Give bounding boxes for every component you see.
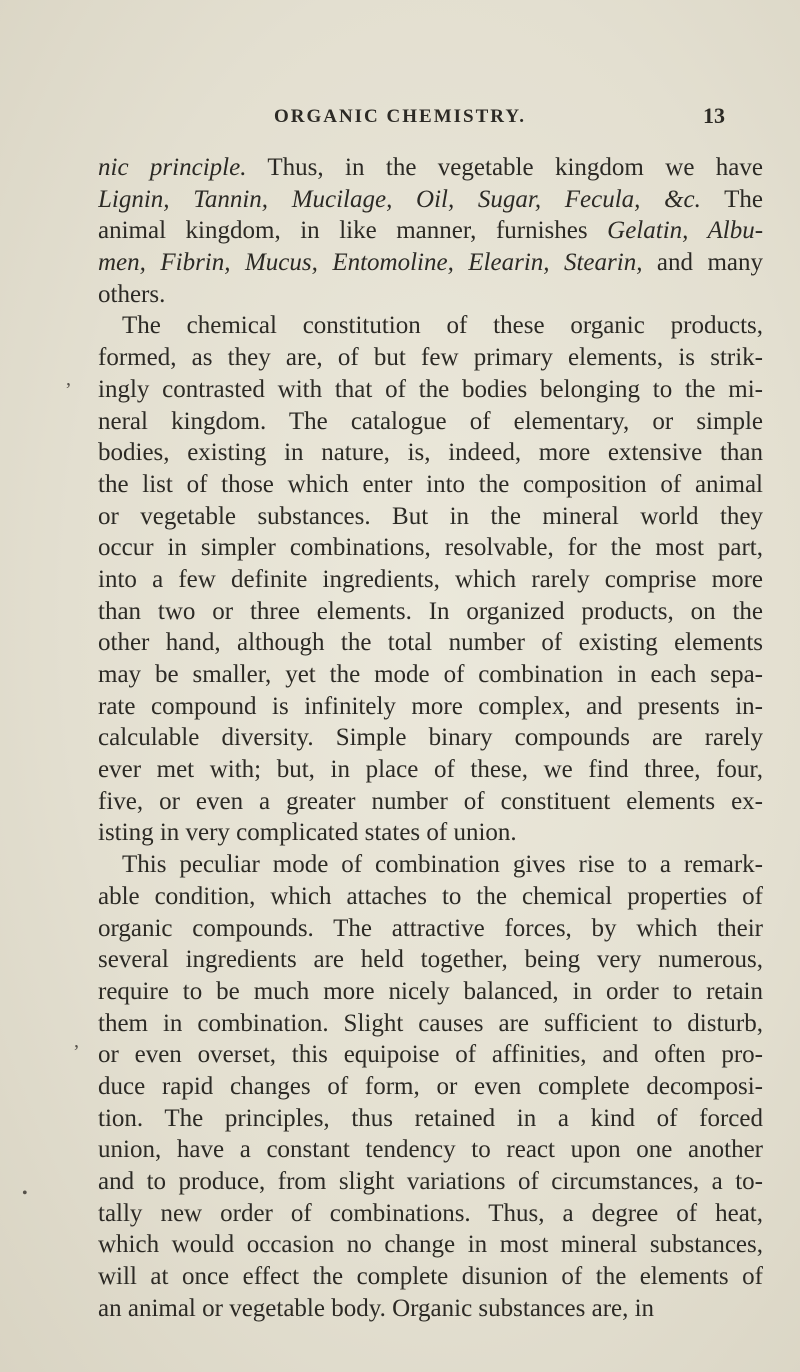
margin-speck: • — [22, 1185, 28, 1202]
text-span: five, or even a greater number of constituent elements ex- — [98, 787, 763, 815]
text-line — [98, 786, 763, 818]
text-line — [98, 1039, 763, 1071]
text-span: other hand, although the total number of existing elements — [98, 629, 763, 657]
text-line — [98, 881, 763, 913]
text-line — [98, 976, 763, 1008]
text-line — [98, 913, 763, 945]
italic-span: nic principle. — [98, 154, 247, 181]
text-line — [98, 152, 763, 184]
text-span: neral kingdom. The catalogue of elementary, or simple — [98, 407, 763, 435]
text-line — [98, 406, 763, 438]
text-line — [98, 754, 763, 786]
text-line — [98, 184, 763, 216]
running-head — [0, 103, 800, 136]
text-span: into a few definite ingredients, which rarely comprise more — [98, 565, 763, 593]
text-line — [98, 1134, 763, 1166]
text-line — [98, 374, 763, 406]
text-line — [98, 532, 763, 564]
text-span: them in combination. Slight causes are sufficient to disturb, — [98, 1009, 763, 1037]
text-span: isting in very complicated states of union. — [98, 819, 517, 847]
text-line — [98, 1293, 763, 1325]
italic-span: Lignin, Tannin, Mucilage, Oil, Sugar, Fecula, &c. — [98, 185, 701, 213]
text-line — [98, 1071, 763, 1103]
text-span: others. — [98, 280, 166, 308]
text-span: tion. The principles, thus retained in a kind of forced — [98, 1104, 763, 1132]
text-line — [98, 437, 763, 469]
text-line — [98, 342, 763, 374]
text-span: animal kingdom, in like manner, furnishes — [98, 217, 608, 245]
text-span: an animal or vegetable body. Organic substances are, in — [98, 1294, 655, 1322]
text-span: which would occasion no change in most mineral substances, — [98, 1231, 763, 1259]
text-span: The chemical constitution of these organic products, — [122, 312, 763, 340]
text-span: and many — [642, 249, 763, 277]
text-line — [98, 944, 763, 976]
text-span: calculable diversity. Simple binary compounds are rarely — [98, 724, 763, 752]
text-line — [98, 501, 763, 533]
italic-span: Gelatin, Albu- — [607, 217, 763, 245]
text-line — [98, 817, 763, 849]
text-span: duce rapid changes of form, or even complete decomposi- — [98, 1072, 763, 1100]
text-span: may be smaller, yet the mode of combination in each sepa- — [98, 661, 763, 688]
text-span: organic compounds. The attractive forces, by which their — [98, 914, 763, 942]
text-line — [98, 1008, 763, 1040]
text-span: rate compound is infinitely more complex, and presents in- — [98, 692, 763, 720]
text-line — [98, 310, 763, 342]
text-line — [98, 1261, 763, 1293]
text-span: ingly contrasted with that of the bodies belonging to the mi- — [98, 375, 763, 403]
margin-speck: , — [66, 368, 71, 390]
text-span: or even overset, this equipoise of affinities, and often pro- — [98, 1041, 763, 1069]
text-span: occur in simpler combinations, resolvable, for the most part, — [98, 534, 763, 562]
text-line — [98, 596, 763, 628]
text-span: and to produce, from slight variations of circumstances, a to- — [98, 1168, 763, 1195]
running-title: ORGANIC CHEMISTRY. — [273, 106, 527, 127]
text-span: than two or three elements. In organized products, on the — [98, 597, 763, 625]
text-span: Thus, in the vegetable kingdom we have — [246, 154, 763, 181]
text-span: several ingredients are held together, being very numerous, — [98, 946, 763, 974]
text-span: able condition, which attaches to the chemical properties of — [98, 882, 763, 910]
text-line — [98, 1198, 763, 1230]
text-span: will at once effect the complete disunion of the elements of — [98, 1263, 763, 1291]
text-line — [98, 279, 763, 311]
text-line — [98, 1103, 763, 1135]
text-line — [98, 469, 763, 501]
text-line — [98, 1166, 763, 1198]
margin-speck: , — [74, 1030, 79, 1052]
text-span: The — [700, 185, 763, 213]
text-line — [98, 215, 763, 247]
text-span: require to be much more nicely balanced, in order to retain — [98, 977, 763, 1005]
text-line — [98, 722, 763, 754]
page-number: 13 — [703, 103, 725, 128]
text-line — [98, 691, 763, 723]
text-span: union, have a constant tendency to react upon one another — [98, 1136, 763, 1164]
text-span: bodies, existing in nature, is, indeed, more extensive than — [98, 439, 763, 467]
text-line — [98, 564, 763, 596]
text-span: the list of those which enter into the composition of animal — [98, 470, 763, 498]
text-line — [98, 247, 763, 279]
text-span: formed, as they are, of but few primary elements, is strik- — [98, 344, 763, 372]
text-line — [98, 627, 763, 659]
body-text — [98, 152, 763, 1324]
text-line — [98, 659, 763, 691]
text-span: tally new order of combinations. Thus, a degree of heat, — [98, 1199, 763, 1227]
text-span: or vegetable substances. But in the mineral world they — [98, 502, 763, 530]
text-line — [98, 1229, 763, 1261]
text-span: ever met with; but, in place of these, we find three, four, — [98, 756, 763, 784]
italic-span: men, Fibrin, Mucus, Entomoline, Elearin, Stearin, — [98, 249, 643, 277]
text-line — [98, 849, 763, 881]
text-span: This peculiar mode of combination gives rise to a remark- — [122, 851, 763, 879]
